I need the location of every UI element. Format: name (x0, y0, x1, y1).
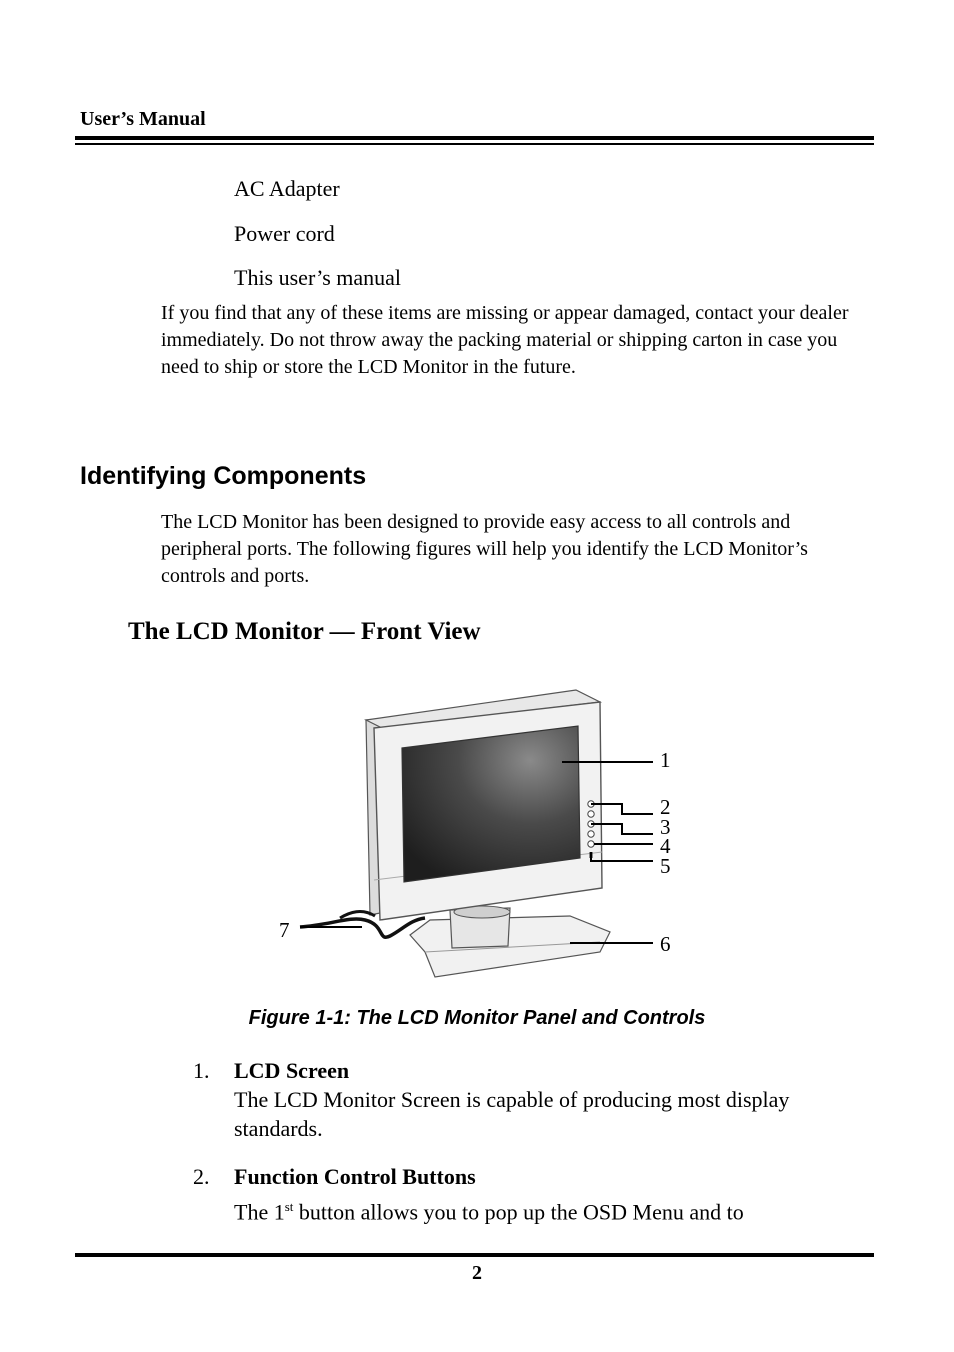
list-number-2: 2. (193, 1164, 210, 1189)
list-text-function-buttons: The 1st button allows you to pop up the OSD Menu and to (234, 1199, 744, 1225)
callout-2: 2 (660, 795, 671, 819)
missing-items-note: If you find that any of these items are missing or appear damaged, contact your dealer immediately. Do not throw away the packing material or shipping carton in case you need to ship or store the LCD Monitor in the future. (161, 302, 849, 378)
section-intro: The LCD Monitor has been designed to provide easy access to all controls and peripheral ports. The following figures will help you identify the LCD Monitor’s controls and ports. (161, 511, 808, 587)
list-text-lcd-screen: The LCD Monitor Screen is capable of producing most display standards. (234, 1087, 790, 1141)
callout-1: 1 (660, 748, 671, 772)
control-button-5 (588, 841, 594, 847)
page-number: 2 (472, 1262, 482, 1284)
section-title: Identifying Components (80, 462, 367, 490)
callout-6: 6 (660, 932, 671, 956)
callout-7: 7 (279, 918, 290, 942)
callout-5: 5 (660, 854, 671, 878)
package-item-power-cord: Power cord (234, 221, 335, 246)
callout-3: 3 (660, 815, 671, 839)
control-button-2 (588, 811, 594, 817)
control-button-4 (588, 831, 594, 837)
list-title-function-buttons: Function Control Buttons (234, 1164, 476, 1189)
callout-4: 4 (660, 834, 671, 858)
header-rule-thick (75, 136, 874, 140)
package-item-ac-adapter: AC Adapter (234, 176, 340, 201)
header-rule-thin (75, 143, 874, 145)
footer-rule (75, 1253, 874, 1257)
list-number-1: 1. (193, 1058, 210, 1083)
monitor-base (410, 916, 610, 977)
lcd-monitor-illustration (270, 680, 690, 980)
subsection-title: The LCD Monitor — Front View (128, 618, 481, 645)
package-item-manual: This user’s manual (234, 265, 402, 290)
list-title-lcd-screen: LCD Screen (234, 1058, 350, 1083)
lcd-screen (402, 726, 580, 882)
running-header: User’s Manual (80, 108, 206, 130)
figure-caption: Figure 1-1: The LCD Monitor Panel and Controls (248, 1007, 706, 1029)
